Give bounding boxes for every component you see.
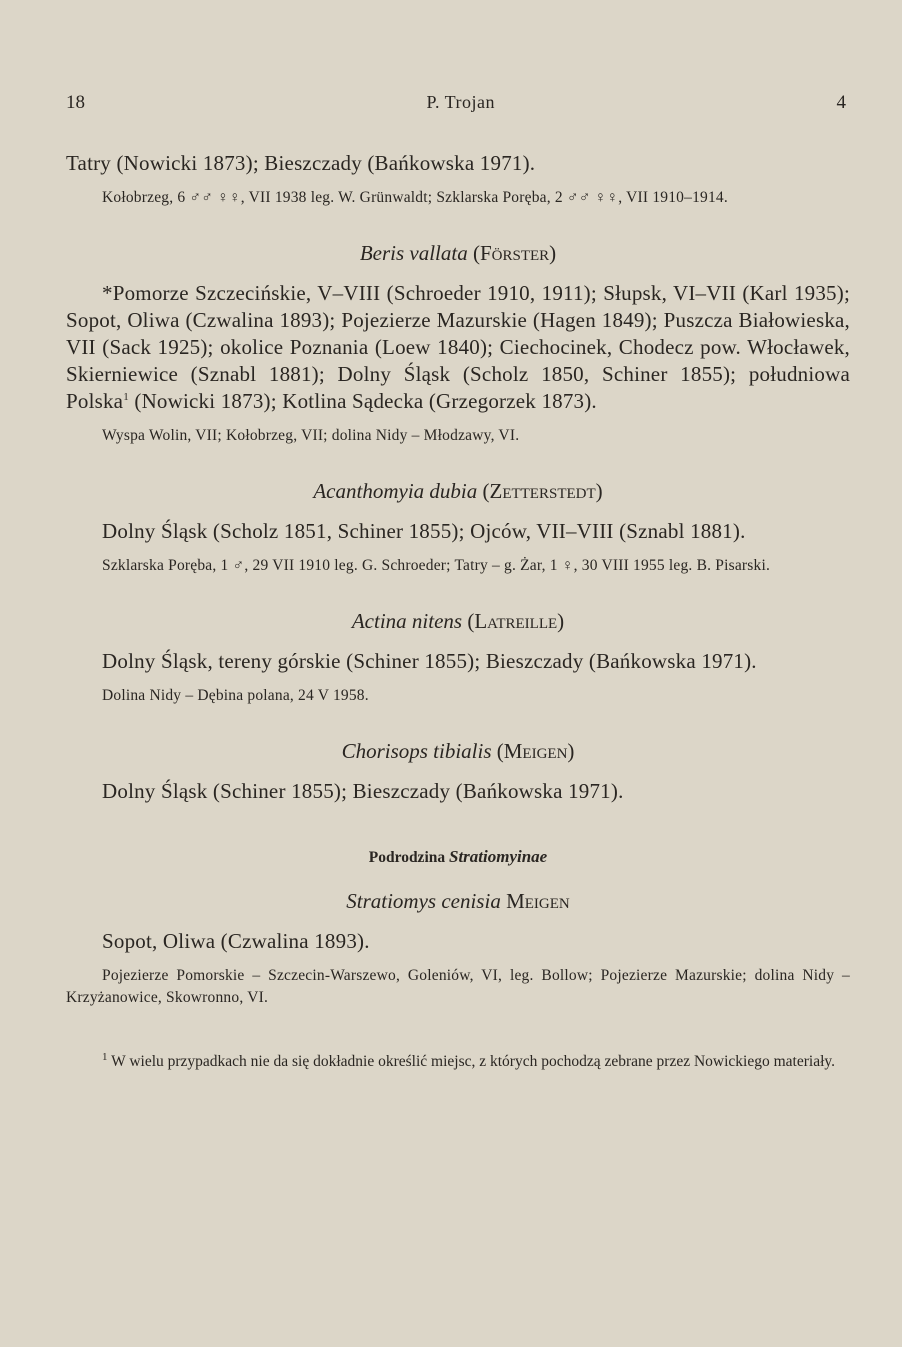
subfamily-label: Podrodzina xyxy=(368,849,446,866)
literature-text-after: (Nowicki 1873); Kotlina Sądecka (Grzegorzek 1873). xyxy=(128,389,597,413)
intro-line: Tatry (Nowicki 1873); Bieszczady (Bańkowska 1971). xyxy=(66,151,536,175)
subfamily-heading xyxy=(66,847,850,867)
species-heading-stratiomys xyxy=(66,889,850,914)
species-literature: Dolny Śląsk, tereny górskie (Schiner 1855); Bieszczady (Bańkowska 1971). xyxy=(102,649,757,673)
species-material: Pojezierze Pomorskie – Szczecin-Warszewo, Goleniów, VI, leg. Bollow; Pojezierze Mazurskie; dolina Nidy – Krzyżanowice, Skowronno, VI. xyxy=(66,967,850,1006)
species-author: Meigen xyxy=(506,889,570,913)
species-material: Wyspa Wolin, VII; Kołobrzeg, VII; dolina Nidy – Młodzawy, VI. xyxy=(102,427,520,444)
species-name: Acanthomyia dubia xyxy=(313,479,478,503)
species-author: (Meigen) xyxy=(496,739,575,763)
species-author: (Latreille) xyxy=(467,609,565,633)
page-header xyxy=(66,92,850,114)
footnote-text: W wielu przypadkach nie da się dokładnie określić miejsc, z których pochodzą zebrane przez Nowickiego materiały. xyxy=(107,1053,835,1070)
footnote-mark: 1 xyxy=(102,1050,108,1063)
species-heading-chorisops xyxy=(66,739,850,764)
page-number: 18 xyxy=(66,92,85,113)
species-material: Dolina Nidy – Dębina polana, 24 V 1958. xyxy=(102,687,369,704)
species-heading-beris xyxy=(66,241,850,266)
footnote-ref: 1 xyxy=(123,391,129,403)
species-author: (Förster) xyxy=(472,241,557,265)
species-author: (Zetterstedt) xyxy=(482,479,603,503)
species-literature: Sopot, Oliwa (Czwalina 1893). xyxy=(102,929,370,953)
page-mark: 4 xyxy=(836,92,846,113)
species-name: Actina nitens xyxy=(351,609,463,633)
species-name: Beris vallata xyxy=(359,241,468,265)
species-heading-actina xyxy=(66,609,850,634)
species-literature: Dolny Śląsk (Scholz 1851, Schiner 1855); Ojców, VII–VIII (Sznabl 1881). xyxy=(102,519,746,543)
species-material: Szklarska Poręba, 1 ♂, 29 VII 1910 leg. G. Schroeder; Tatry – g. Żar, 1 ♀, 30 VIII 1955 leg. B. Pisarski. xyxy=(102,557,771,574)
species-heading-acanthomyia xyxy=(66,479,850,504)
intro-detail: Kołobrzeg, 6 ♂♂ ♀♀, VII 1938 leg. W. Grünwaldt; Szklarska Poręba, 2 ♂♂ ♀♀, VII 1910–1914. xyxy=(102,189,728,206)
species-literature xyxy=(66,280,850,415)
species-name: Chorisops tibialis xyxy=(341,739,492,763)
footnote xyxy=(66,1051,850,1073)
running-author: P. Trojan xyxy=(426,92,496,112)
subfamily-name: Stratiomyinae xyxy=(449,847,548,866)
literature-text: *Pomorze Szczecińskie, V–VIII (Schroeder 1910, 1911); Słupsk, VI–VII (Karl 1935); Sopot, Oliwa (Czwalina 1893); Pojezierze Mazurskie (Hagen 1849); Puszcza Białowieska, VII (Sack 1925); okolice Poznania (Loew 1840); Ciechocinek, Chodecz pow. Włocławek, Skierniewice (Sznabl 1881); Dolny Śląsk (Scholz 1850, Schiner 1855); południowa Polska xyxy=(66,281,850,413)
species-literature: Dolny Śląsk (Schiner 1855); Bieszczady (Bańkowska 1971). xyxy=(102,779,624,803)
species-name: Stratiomys cenisia xyxy=(346,889,501,913)
